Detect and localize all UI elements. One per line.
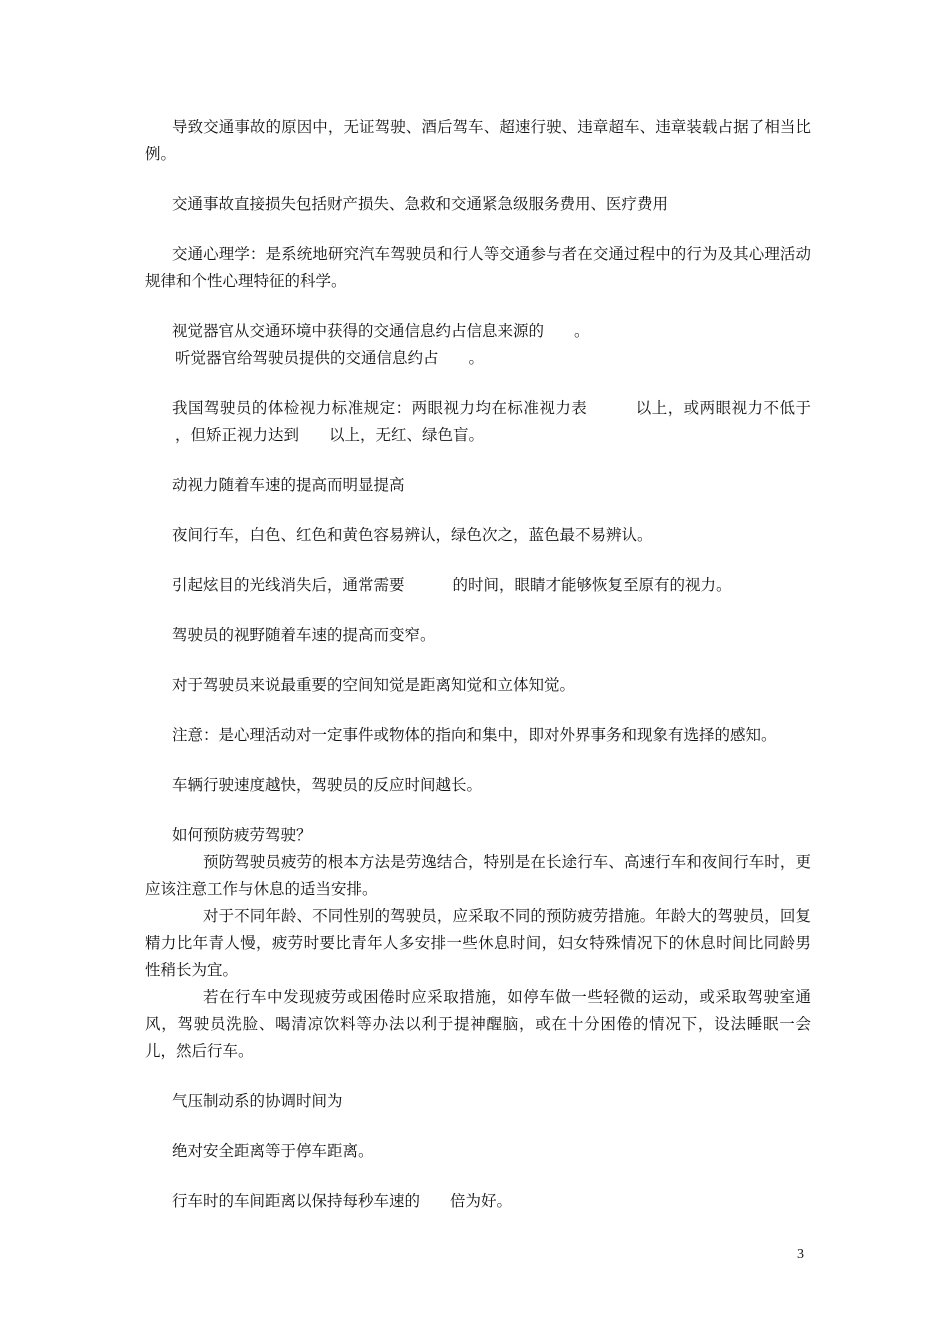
paragraph-following-distance — [145, 1188, 811, 1215]
dynamic-vision-text: 动视力随着车速的提高而明显提高 — [172, 476, 405, 494]
night-colors-text: 夜间行车，白色、红色和黄色容易辨认，绿色次之，蓝色最不易辨认。 — [172, 526, 653, 544]
page-number: 3 — [797, 1247, 804, 1262]
paragraph-attention — [145, 722, 811, 749]
auditory-info-text: 听觉器官给驾驶员提供的交通信息约占 — [175, 349, 439, 367]
attention-text: 注意：是心理活动对一定事件或物体的指向和集中，即对外界事务和现象有选择的感知。 — [172, 726, 777, 744]
fatigue-heading-text: 如何预防疲劳驾驶？ — [172, 826, 312, 844]
direct-losses-text: 交通事故直接损失包括财产损失、急救和交通紧急级服务费用、医疗费用 — [172, 195, 669, 213]
paragraph-field-of-view — [145, 622, 811, 649]
glare-recovery-end: 的时间，眼睛才能够恢复至原有的视力。 — [452, 576, 732, 594]
document-body — [145, 114, 811, 1238]
visual-info-text: 视觉器官从交通环境中获得的交通信息约占信息来源的 — [172, 322, 545, 340]
paragraph-direct-losses — [145, 191, 811, 218]
accident-causes-text: 导致交通事故的原因中，无证驾驶、酒后驾车、超速行驶、违章超车、违章装载占据了相当比例。 — [145, 118, 811, 163]
vision-standard-part2: 以上，或两眼视力不低于 — [635, 399, 811, 417]
fatigue-heading — [145, 822, 811, 849]
paragraph-auditory-info — [145, 345, 811, 372]
fatigue-paragraph-1 — [145, 849, 811, 903]
auditory-info-end: 。 — [468, 349, 485, 367]
paragraph-brake-coordination — [145, 1088, 811, 1115]
fatigue-paragraph-3-text: 若在行车中发现疲劳或困倦时应采取措施，如停车做一些轻微的运动，或采取驾驶室通风，驾驶员洗脸、喝清凉饮料等办法以利于提神醒脑，或在十分困倦的情况下，设法睡眠一会儿，然后行车。 — [145, 988, 811, 1060]
brake-coordination-text: 气压制动系的协调时间为 — [172, 1092, 343, 1110]
paragraph-traffic-psychology — [145, 241, 811, 295]
reaction-time-text: 车辆行驶速度越快，驾驶员的反应时间越长。 — [172, 776, 483, 794]
paragraph-visual-info — [145, 318, 811, 345]
paragraph-glare-recovery — [145, 572, 811, 599]
visual-info-end: 。 — [574, 322, 590, 340]
glare-recovery-text: 引起炫目的光线消失后，通常需要 — [172, 576, 405, 594]
vision-standard-part4: 以上，无红、绿色盲。 — [329, 426, 485, 444]
fatigue-paragraph-3 — [145, 984, 811, 1065]
following-distance-text: 行车时的车间距离以保持每秒车速的 — [172, 1192, 421, 1210]
vision-standard-part1: 我国驾驶员的体检视力标准规定：两眼视力均在标准视力表 — [172, 399, 588, 417]
following-distance-end: 倍为好。 — [450, 1192, 513, 1210]
field-of-view-text: 驾驶员的视野随着车速的提高而变窄。 — [172, 626, 436, 644]
fatigue-paragraph-2-text: 对于不同年龄、不同性别的驾驶员，应采取不同的预防疲劳措施。年龄大的驾驶员，回复精力比年青人慢，疲劳时要比青年人多安排一些休息时间，妇女特殊情况下的休息时间比同龄男性稍长为宜。 — [145, 907, 811, 979]
paragraph-vision-standard — [145, 395, 811, 449]
vision-standard-part3: ，但矫正视力达到 — [175, 426, 300, 444]
section-fatigue-prevention — [145, 822, 811, 1065]
paragraph-night-colors — [145, 522, 811, 549]
spatial-perception-text: 对于驾驶员来说最重要的空间知觉是距离知觉和立体知觉。 — [172, 676, 576, 694]
paragraph-safe-distance — [145, 1138, 811, 1165]
paragraph-spatial-perception — [145, 672, 811, 699]
fatigue-paragraph-2 — [145, 903, 811, 984]
traffic-psychology-text: 交通心理学：是系统地研究汽车驾驶员和行人等交通参与者在交通过程中的行为及其心理活动规律和个性心理特征的科学。 — [145, 245, 811, 290]
paragraph-accident-causes — [145, 114, 811, 168]
fatigue-paragraph-1-text: 预防驾驶员疲劳的根本方法是劳逸结合，特别是在长途行车、高速行车和夜间行车时，更应该注意工作与休息的适当安排。 — [145, 853, 811, 898]
safe-distance-text: 绝对安全距离等于停车距离。 — [172, 1142, 374, 1160]
paragraph-dynamic-vision — [145, 472, 811, 499]
paragraph-reaction-time — [145, 772, 811, 799]
